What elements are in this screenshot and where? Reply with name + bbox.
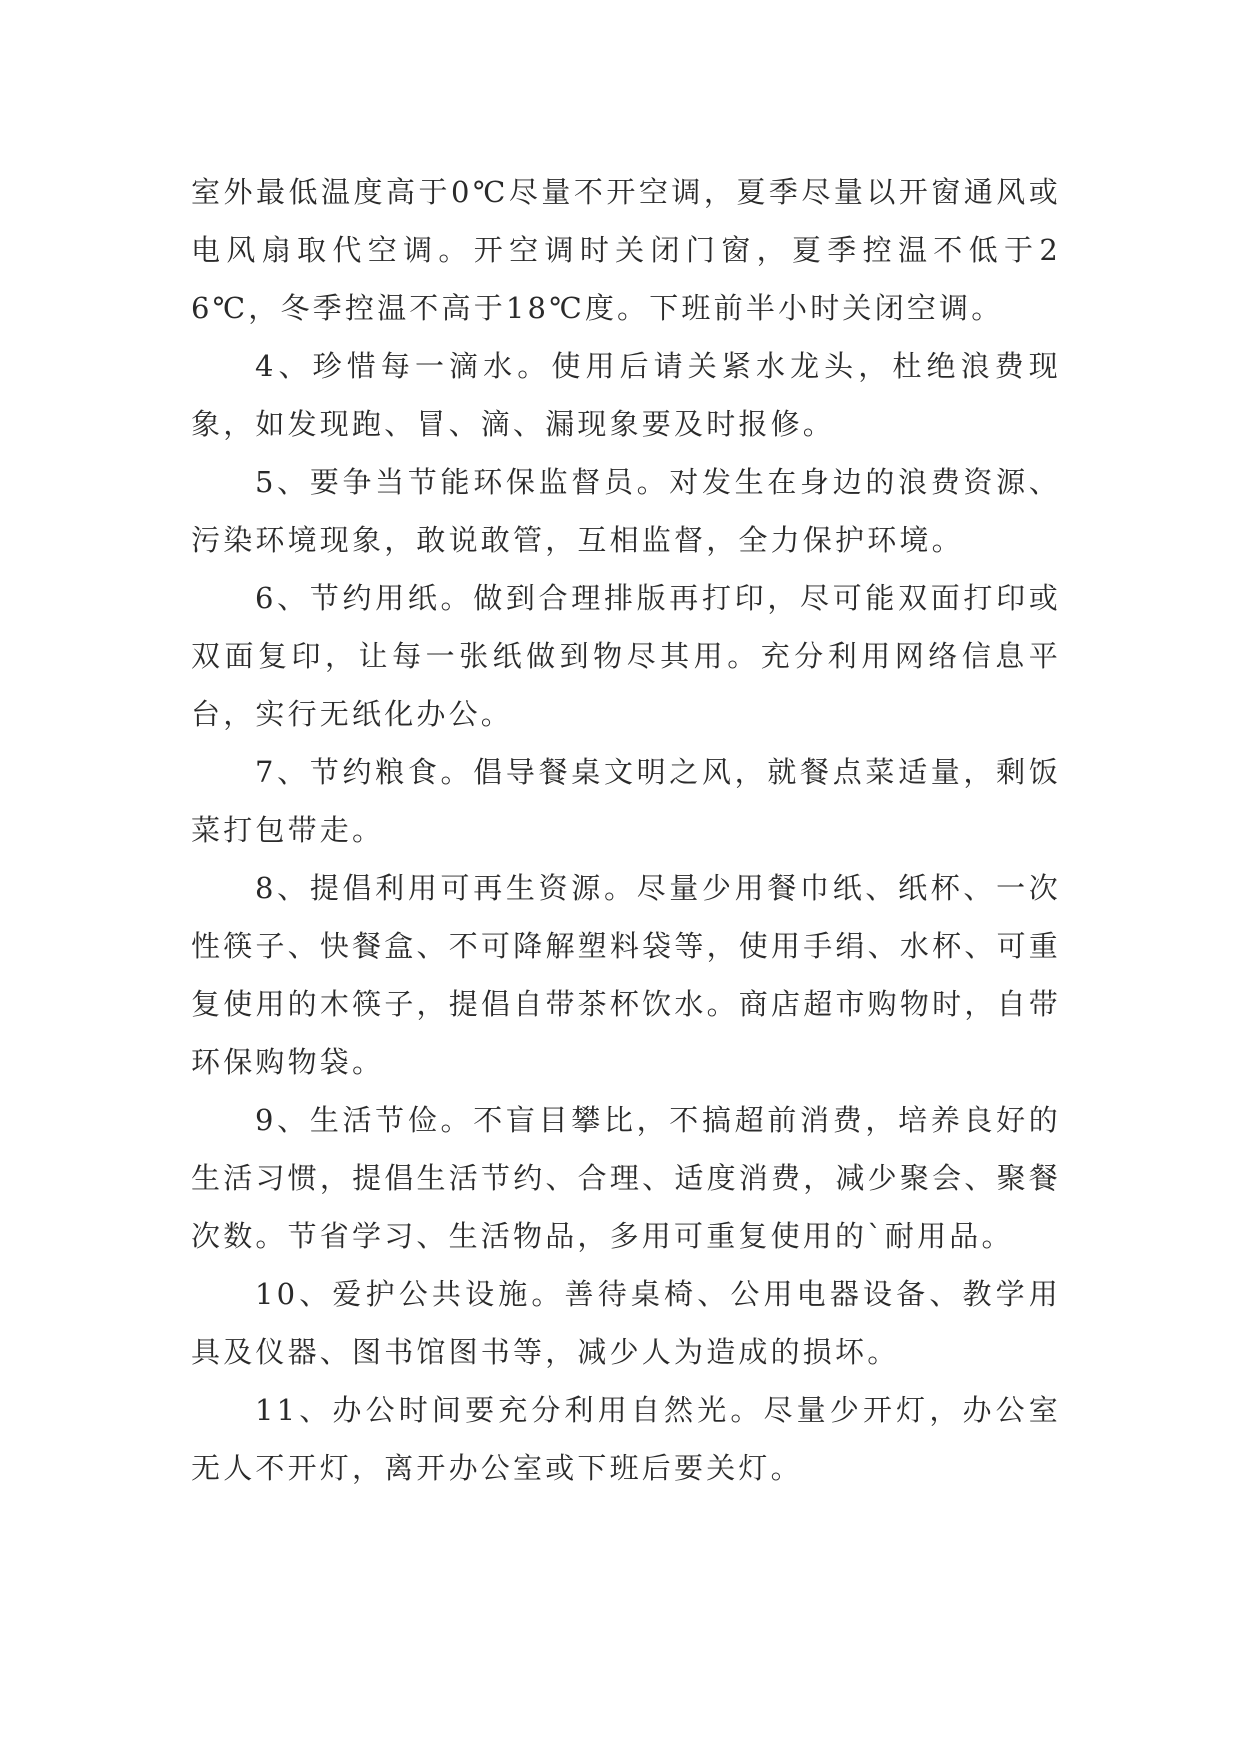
paragraph-item-10: 10、爱护公共设施。善待桌椅、公用电器设备、教学用具及仪器、图书馆图书等，减少人为造成的损坏。: [191, 1277, 1061, 1369]
paragraph-continuation: 室外最低温度高于0℃尽量不开空调，夏季尽量以开窗通风或电风扇取代空调。开空调时关闭门窗，夏季控温不低于26℃，冬季控温不高于18℃度。下班前半小时关闭空调。: [191, 175, 1061, 325]
document-body: [191, 163, 1061, 1497]
paragraph-item-9: 9、生活节俭。不盲目攀比，不搞超前消费，培养良好的生活习惯，提倡生活节约、合理、适度消费，减少聚会、聚餐次数。节省学习、生活物品，多用可重复使用的`耐用品。: [191, 1103, 1061, 1253]
paragraph-item-5: 5、要争当节能环保监督员。对发生在身边的浪费资源、污染环境现象，敢说敢管，互相监督，全力保护环境。: [191, 465, 1061, 557]
paragraph-item-8: 8、提倡利用可再生资源。尽量少用餐巾纸、纸杯、一次性筷子、快餐盒、不可降解塑料袋等，使用手绢、水杯、可重复使用的木筷子，提倡自带茶杯饮水。商店超市购物时，自带环保购物袋。: [191, 871, 1061, 1079]
paragraph-item-7: 7、节约粮食。倡导餐桌文明之风，就餐点菜适量，剩饭菜打包带走。: [191, 755, 1061, 847]
paragraph-item-6: 6、节约用纸。做到合理排版再打印，尽可能双面打印或双面复印，让每一张纸做到物尽其用。充分利用网络信息平台，实行无纸化办公。: [191, 581, 1061, 731]
paragraph-item-11: 11、办公时间要充分利用自然光。尽量少开灯，办公室无人不开灯，离开办公室或下班后要关灯。: [191, 1393, 1061, 1485]
paragraph-item-4: 4、珍惜每一滴水。使用后请关紧水龙头，杜绝浪费现象，如发现跑、冒、滴、漏现象要及时报修。: [191, 349, 1061, 441]
